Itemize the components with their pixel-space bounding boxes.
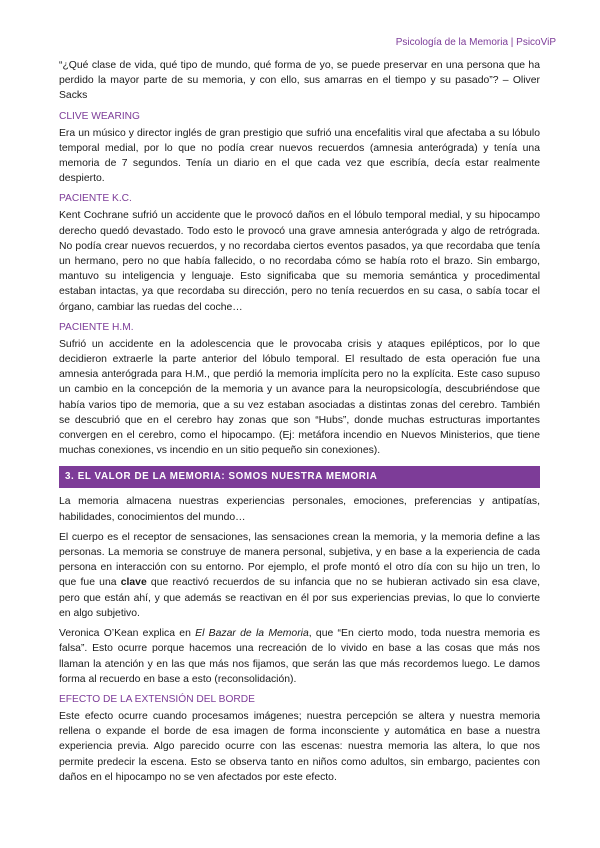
heading-paciente-kc: PACIENTE K.C. — [59, 193, 132, 205]
paragraph-paciente-kc: Kent Cochrane sufrió un accidente que le provocó daños en el lóbulo temporal medial, y su hipocampo derecho quedó devastado. Todo esto le provocó una grave amnesia anterógrada y algo de retrógrada. No podía crear nuevos recuerdos, y no recordaba ciertos eventos pasados, ya que recordaba que tenía un hermano, pero no que había fallecido, o no recordaba cómo se había roto el brazo. Sin embargo, mantuvo su inteligencia y lenguaje. Esto significaba que su memoria semántica y procedimental estaban intactas, ya que recordaba su dirección, pero no tenía recuerdos en su casa, o sabía tocar el órgano, cambiar las ruedas del coche… — [59, 210, 540, 313]
section-3-title-bar: 3. EL VALOR DE LA MEMORIA: SOMOS NUESTRA MEMORIA — [59, 466, 540, 488]
paragraph-efecto-borde: Este efecto ocurre cuando procesamos imágenes; nuestra percepción se altera y nuestra memoria rellena o expande el borde de esa imagen de forma inconsciente y automática en base a nuestra experiencia previa. Algo parecido ocurre con las escenas: nuestra memoria las altera, lo que nos permite predecir la escena. Esto se observa tanto en niños como adultos, sin embargo, pacientes con daños en el hipocampo no se ven afectados por este efecto. — [59, 710, 540, 783]
text-span: , que “En cierto modo, toda nuestra memoria es falsa”. Esto ocurre porque hacemos una recreación de lo vivido en base a las cosas que más nos llaman la atención y en las que más nos fijamos, que serán las que más recordemos luego. Le damos forma al recuerdo en base a esto (reconsolidación). — [59, 628, 540, 685]
text-span: que reactivó recuerdos de su infancia que no se hubieran activado sin esa clave, pero que están ahí, y que además se reactivan en él por sus experiencias previas, lo que lo convierte en algo subjetivo. — [59, 577, 540, 619]
bold-clave: clave — [120, 577, 147, 589]
paragraph-veronica-okean — [59, 626, 540, 687]
heading-clive-wearing: CLIVE WEARING — [59, 110, 140, 122]
quote-author: – Oliver Sacks — [59, 75, 540, 102]
paragraph-memoria-almacena: La memoria almacena nuestras experiencias personales, emociones, preferencias y antipatías, habilidades, conocimientos del mundo… — [59, 496, 540, 523]
heading-paciente-hm: PACIENTE H.M. — [59, 321, 134, 333]
paragraph-cuerpo-receptor — [59, 530, 540, 621]
quote-text: “¿Qué clase de vida, qué tipo de mundo, qué forma de yo, se puede preservar en una persona que ha perdido la mayor parte de su memoria, y con ello, sus amarras en el tiempo y su pasado”? — [59, 60, 540, 87]
text-span: Veronica O’Kean explica en — [59, 628, 196, 640]
book-title: El Bazar de la Memoria — [195, 628, 309, 640]
document-body — [59, 58, 540, 790]
page-header: Psicología de la Memoria | PsicoViP — [395, 37, 556, 48]
quote — [59, 58, 540, 104]
paragraph-clive-wearing: Era un músico y director inglés de gran prestigio que sufrió una encefalitis viral que afectaba a su lóbulo temporal medial, por lo que no podía crear nuevos recuerdos (amnesia anterógrada) y tenía una memoria de 7 segundos. Tenía un diario en el que cada vez que escribía, decía estar realmente despierto. — [59, 127, 540, 185]
paragraph-paciente-hm: Sufrió un accidente en la adolescencia que le provocaba crisis y ataques epilépticos, por lo que decidieron extraerle la parte anterior del lóbulo temporal. El resultado de esta operación fue una amnesia anterógrada para H.M., que perdió la memoria implícita pero no la explícita. Este caso supuso un cambio en la concepción de la memoria y un avance para la neuropsicología, descubriéndose que había varios tipo de memoria, que a su vez estaban asociadas a distintas zonas del cerebro. También se descubrió que en el cerebro hay zonas que son “Hubs”, donde muchas estructuras importantes convergen en el cerebro, como el hipocampo. (Ej: metáfora incendio en Nuevos Ministerios, que tiene muchas conexiones, vs incendio en un sitio pequeño sin conexiones). — [59, 338, 540, 457]
text-span: El cuerpo es el receptor de sensaciones, las sensaciones crean la memoria, y la memoria define a las personas. La memoria se construye de manera personal, subjetiva, y en base a la experiencia de cada persona en interacción con su entorno. Por ejemplo, el profe montó el otro día con su hijo un tren, lo que fue una — [59, 531, 540, 589]
heading-efecto-borde: EFECTO DE LA EXTENSIÓN DEL BORDE — [59, 693, 255, 705]
